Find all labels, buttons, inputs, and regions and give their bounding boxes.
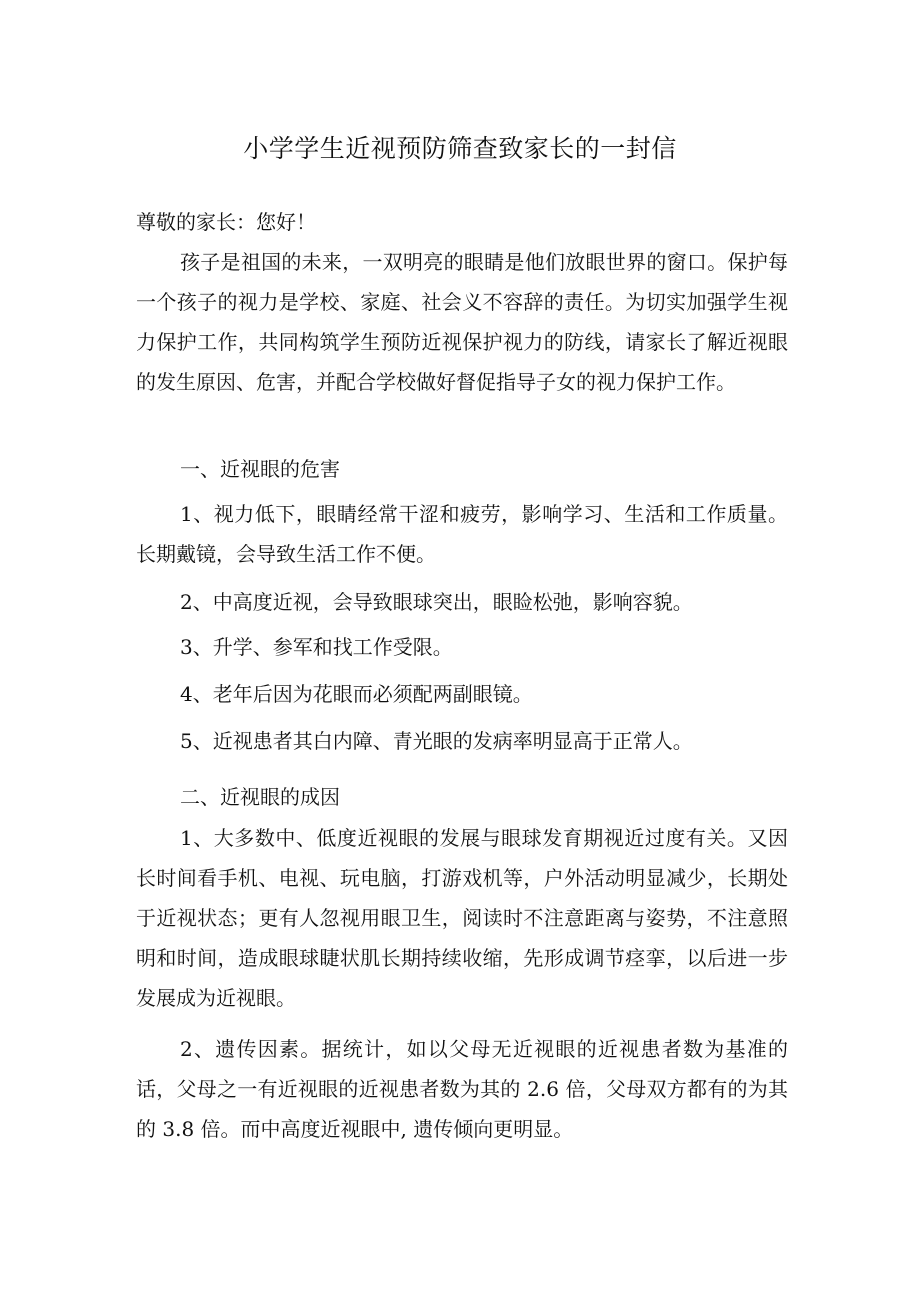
hazard-item: 5、近视患者其白内障、青光眼的发病率明显高于正常人。 <box>180 729 693 753</box>
section-heading-hazards: 一、近视眼的危害 <box>180 457 340 481</box>
hazard-item: 1、视力低下，眼睛经常干涩和疲劳，影响学习、生活和工作质量。长期戴镜，会导致生活工作不便。 <box>136 502 788 566</box>
section-heading-causes: 二、近视眼的成因 <box>180 785 340 809</box>
greeting: 尊敬的家长：您好！ <box>136 210 316 234</box>
document-title: 小学学生近视预防筛查致家长的一封信 <box>243 134 677 163</box>
hazard-item: 3、升学、参军和找工作受限。 <box>180 635 453 659</box>
cause-item: 1、大多数中、低度近视眼的发展与眼球发育期视近过度有关。又因长时间看手机、电视、玩电脑，打游戏机等，户外活动明显减少，长期处于近视状态；更有人忽视用眼卫生，阅读时不注意距离与姿势，不注意照明和时间，造成眼球睫状肌长期持续收缩，先形成调节痉挛，以后进一步发展成为近视眼。 <box>136 826 788 1010</box>
hazard-item: 4、老年后因为花眼而必须配两副眼镜。 <box>180 682 533 706</box>
intro-paragraph: 孩子是祖国的未来，一双明亮的眼睛是他们放眼世界的窗口。保护每一个孩子的视力是学校、家庭、社会义不容辞的责任。为切实加强学生视力保护工作，共同构筑学生预防近视保护视力的防线，请家长了解近视眼的发生原因、危害，并配合学校做好督促指导子女的视力保护工作。 <box>136 250 788 394</box>
hazard-item: 2、中高度近视，会导致眼球突出，眼睑松弛，影响容貌。 <box>180 590 693 614</box>
cause-item: 2、遗传因素。据统计，如以父母无近视眼的近视患者数为基准的话，父母之一有近视眼的近视患者数为其的 2.6 倍，父母双方都有的为其的 3.8 倍。而中高度近视眼中, 遗传倾向更明显。 <box>136 1037 788 1141</box>
